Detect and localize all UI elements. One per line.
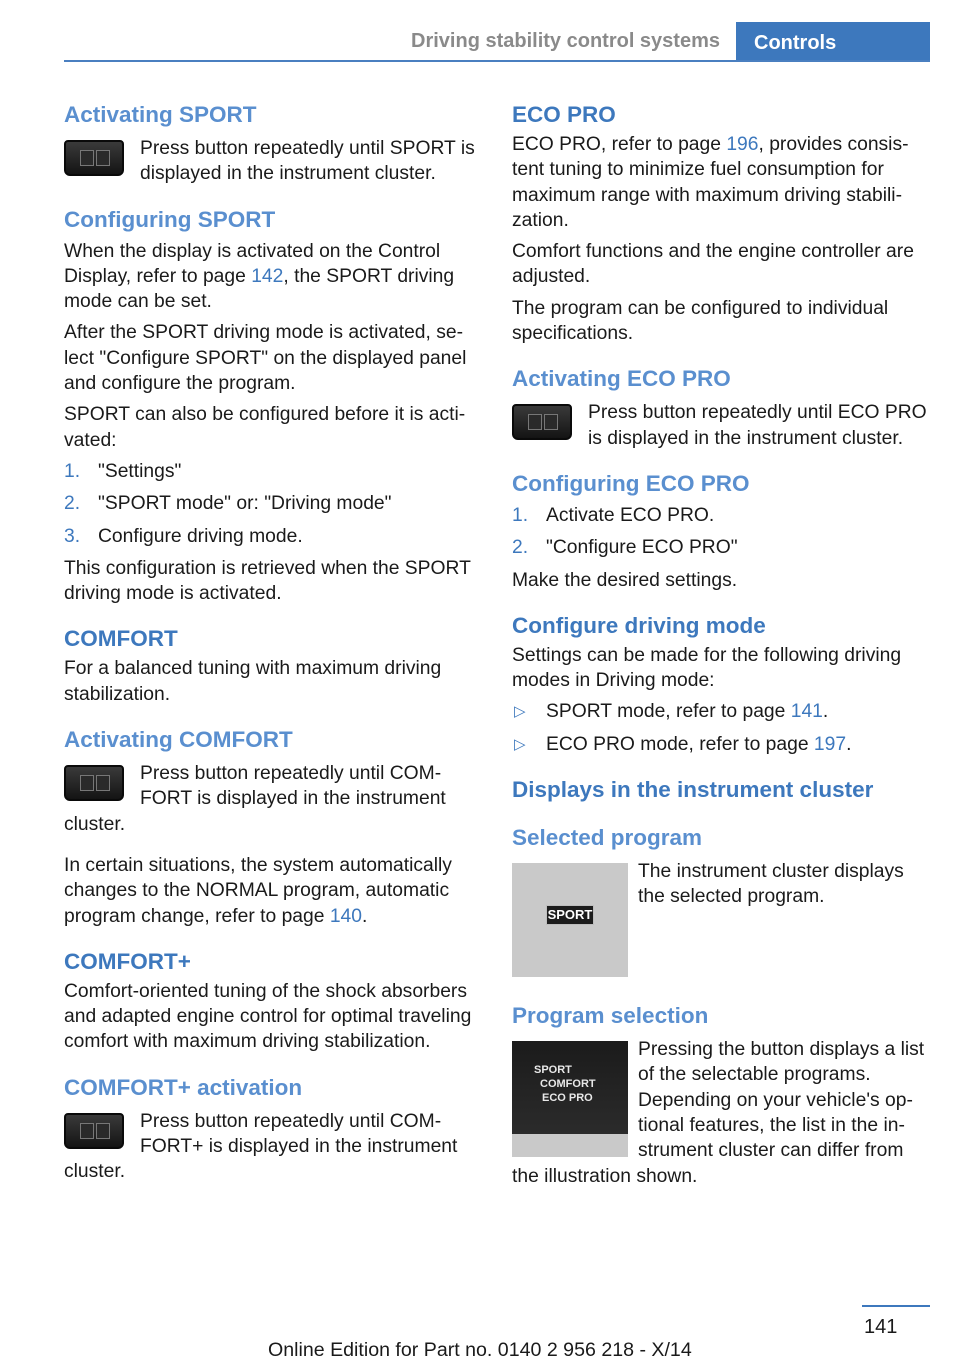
list-item — [512, 535, 932, 560]
program-menu — [534, 1063, 596, 1105]
list-item — [64, 491, 480, 516]
driving-mode-button-icon — [64, 1113, 124, 1149]
heading-eco-pro: ECO PRO — [512, 102, 616, 127]
button-segment-left — [80, 1123, 94, 1139]
text-span: ECO PRO mode, refer to page — [546, 733, 814, 755]
program-selection-illustration — [512, 1041, 628, 1157]
heading-configure-driving-mode: Configure driving mode — [512, 612, 766, 638]
button-segment-right — [96, 1123, 110, 1139]
selected-program-illustration — [512, 863, 628, 977]
selected-program-block — [512, 859, 932, 983]
normal-program-paragraph — [64, 853, 480, 929]
page-ref-140[interactable]: 140 — [329, 905, 362, 927]
comfort-plus-activation-text: Press button repeatedly until COMFORT+ is displayed in the instrument cluster. — [64, 1110, 458, 1183]
eco-pro-paragraph-3: The program can be configured to individual specifications. — [512, 297, 889, 345]
page-header — [0, 0, 960, 62]
program-selection-text: Pressing the button displays a list of the selectable programs. Depending on your vehicle's optional features, the list in the instrument cluster can differ from the illustration shown. — [512, 1039, 925, 1187]
text-span: ECO PRO, refer to page — [512, 134, 727, 155]
comfort-paragraph: For a balanced tuning with maximum driving stabilization. — [64, 658, 442, 705]
text-span: In certain situations, the system automatically changes to the NORMAL program, automatic program change, refer to page — [64, 854, 452, 927]
heading-program-selection: Program selection — [512, 1003, 709, 1029]
sport-badge: SPORT — [546, 905, 594, 925]
heading-activating-sport: Activating SPORT — [64, 102, 257, 127]
eco-pro-paragraph-1 — [512, 132, 932, 233]
driving-mode-button-icon — [64, 765, 124, 801]
activating-eco-pro-text: Press button repeatedly until ECO PRO is displayed in the instrument cluster. — [588, 402, 927, 449]
program-menu-item: COMFORT — [540, 1078, 596, 1091]
step-text: Configure driving mode. — [98, 525, 303, 547]
step-text: Activate ECO PRO. — [546, 504, 715, 526]
page-number: 141 — [864, 1316, 898, 1338]
triangle-bullet-icon: ▷ — [514, 703, 526, 721]
text-span: SPORT mode, refer to page — [546, 701, 791, 723]
button-segment-left — [80, 150, 94, 166]
step-text: "SPORT mode" or: "Driving mode" — [98, 493, 392, 515]
driving-mode-button-icon — [512, 404, 572, 440]
text-span: , the SPORT driving mode can be set. — [64, 265, 455, 313]
page-ref-196[interactable]: 196 — [726, 134, 759, 155]
list-item — [64, 459, 480, 484]
footer-rule — [862, 1305, 930, 1307]
configuring-sport-paragraph-4: This configuration is retrieved when the SPORT driving mode is activated. — [64, 557, 471, 605]
heading-configuring-eco-pro: Configuring ECO PRO — [512, 470, 750, 496]
activating-comfort-text: Press button repeatedly until COMFORT is displayed in the instrument cluster. — [64, 763, 446, 835]
step-number: 1. — [64, 460, 81, 482]
button-segment-right — [544, 414, 558, 430]
configuring-sport-paragraph-3: SPORT can also be configured before it is activated: — [64, 404, 466, 451]
footer-edition: Online Edition for Part no. 0140 2 956 218 - X/14 — [268, 1339, 692, 1361]
heading-configuring-sport: Configuring SPORT — [64, 206, 276, 232]
driving-mode-button-icon — [64, 140, 124, 176]
configure-sport-steps — [64, 459, 480, 549]
header-section-title: Driving stability control systems — [411, 30, 720, 52]
activating-eco-pro-block — [512, 400, 932, 451]
configure-driving-mode-paragraph: Settings can be made for the following driving modes in Driving mode: — [512, 644, 902, 692]
step-number: 3. — [64, 525, 81, 547]
page-ref-141[interactable]: 141 — [790, 701, 823, 723]
heading-comfort: COMFORT — [64, 626, 178, 652]
list-item — [512, 503, 932, 528]
heading-activating-comfort: Activating COMFORT — [64, 727, 293, 753]
text-span: , provides consistent tuning to minimize fuel consumption for maximum range with maximum driving stabilization. — [512, 134, 909, 231]
program-selection-block — [512, 1037, 932, 1189]
header-chapter-tab[interactable]: Controls — [736, 22, 930, 62]
comfort-plus-activation-block — [64, 1109, 480, 1185]
button-segment-left — [80, 775, 94, 791]
configuring-sport-paragraph-2: After the SPORT driving mode is activated, select "Configure SPORT" on the displayed panel and configure the program. — [64, 322, 467, 395]
heading-activating-eco-pro: Activating ECO PRO — [512, 366, 731, 392]
triangle-bullet-icon: ▷ — [514, 735, 526, 753]
heading-selected-program: Selected program — [512, 825, 703, 851]
heading-comfort-plus: COMFORT+ — [64, 948, 191, 974]
step-number: 1. — [512, 504, 529, 526]
comfort-plus-paragraph: Comfort-oriented tuning of the shock absorbers and adapted engine control for optimal traveling comfort with maximum driving stabilization. — [64, 980, 472, 1053]
eco-pro-after-steps: Make the desired settings. — [512, 569, 738, 591]
configure-eco-pro-steps — [512, 503, 932, 561]
right-column — [512, 100, 932, 1195]
page-ref-197[interactable]: 197 — [813, 733, 847, 755]
step-number: 2. — [512, 537, 529, 559]
list-item — [512, 732, 932, 757]
text-span: . — [362, 905, 368, 927]
button-segment-right — [96, 150, 110, 166]
activating-comfort-block — [64, 761, 480, 837]
configuring-sport-paragraph-1 — [64, 239, 480, 315]
list-item — [512, 699, 932, 724]
list-item — [64, 524, 480, 549]
selected-program-text: The instrument cluster displays the selected program. — [638, 861, 904, 908]
eco-pro-paragraph-2: Comfort functions and the engine controller are adjusted. — [512, 241, 914, 288]
button-segment-right — [96, 775, 110, 791]
header-rule — [64, 60, 930, 62]
activating-sport-text: Press button repeatedly until SPORT is displayed in the instrument cluster. — [140, 138, 475, 185]
heading-comfort-plus-activation: COMFORT+ activation — [64, 1074, 303, 1100]
step-number: 2. — [64, 493, 81, 515]
left-column — [64, 100, 480, 1201]
heading-displays-instrument-cluster: Displays in the instrument cluster — [512, 777, 874, 803]
text-span: When the display is activated on the Control Display, refer to page — [64, 240, 441, 287]
text-span: . — [822, 701, 829, 723]
button-segment-left — [528, 414, 542, 430]
activating-sport-block — [64, 136, 480, 187]
step-text: "Settings" — [98, 460, 182, 482]
page-ref-142[interactable]: 142 — [251, 265, 284, 287]
step-text: "Configure ECO PRO" — [546, 537, 738, 559]
text-span: . — [846, 733, 852, 755]
program-menu-item: SPORT — [534, 1064, 572, 1077]
driving-mode-list — [512, 699, 932, 757]
program-menu-item: ECO PRO — [542, 1092, 593, 1105]
